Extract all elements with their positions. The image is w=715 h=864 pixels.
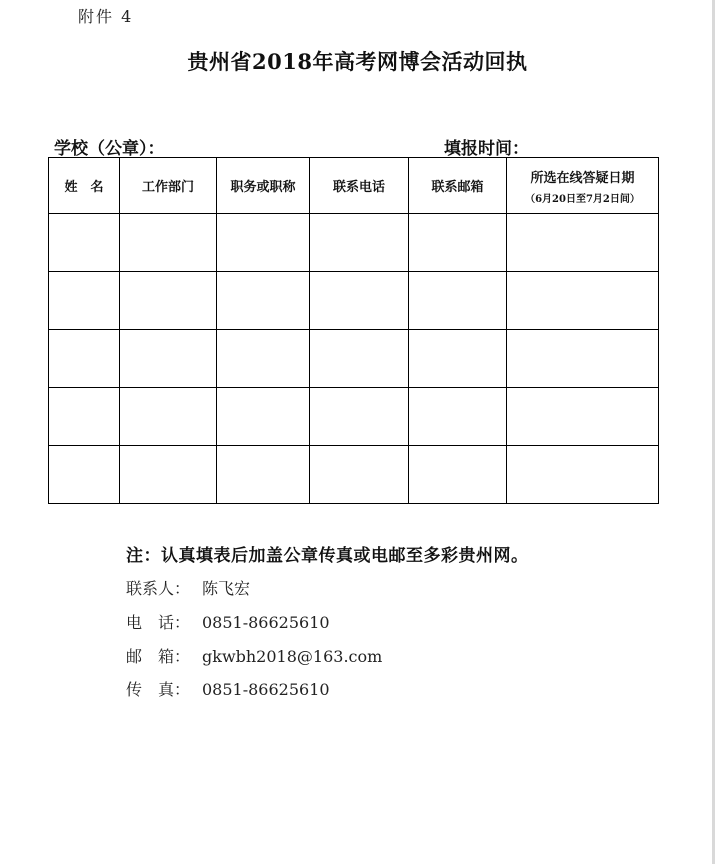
- school-label: 学校（公章）：: [54, 139, 165, 159]
- table-cell[interactable]: [409, 214, 507, 272]
- header-date-label: 所选在线答疑日期: [530, 170, 635, 186]
- submission-note: 注：认真填表后加盖公章传真或电邮至多彩贵州网。: [126, 546, 529, 566]
- document-title: 贵州省2018年高考网博会活动回执: [187, 49, 528, 74]
- table-row: [49, 388, 659, 446]
- table-cell[interactable]: [507, 446, 659, 504]
- contact-email-label: 邮 箱：: [126, 647, 191, 666]
- table-cell[interactable]: [310, 272, 409, 330]
- table-cell[interactable]: [310, 330, 409, 388]
- contact-phone-label: 电 话：: [126, 613, 191, 632]
- table-cell[interactable]: [120, 272, 217, 330]
- table-cell[interactable]: [409, 446, 507, 504]
- contact-phone-value: 0851-86625610: [202, 613, 330, 632]
- contact-person-label: 联系人：: [126, 579, 191, 598]
- table-cell[interactable]: [409, 330, 507, 388]
- table-row: [49, 214, 659, 272]
- contact-email: [126, 644, 382, 667]
- table-cell[interactable]: [49, 330, 120, 388]
- table-cell[interactable]: [507, 388, 659, 446]
- table-cell[interactable]: [120, 446, 217, 504]
- table-cell[interactable]: [310, 388, 409, 446]
- contact-fax: [126, 677, 330, 700]
- table-cell[interactable]: [49, 446, 120, 504]
- table-cell[interactable]: [217, 446, 310, 504]
- table-row: [49, 272, 659, 330]
- header-phone: 联系电话: [310, 158, 409, 214]
- table-cell[interactable]: [507, 214, 659, 272]
- attachment-label: 附件 4: [78, 7, 134, 26]
- table-cell[interactable]: [409, 272, 507, 330]
- contact-email-value[interactable]: gkwbh2018@163.com: [202, 647, 383, 666]
- contact-phone: [126, 610, 330, 633]
- table-cell[interactable]: [507, 330, 659, 388]
- table-cell[interactable]: [49, 214, 120, 272]
- table-cell[interactable]: [409, 388, 507, 446]
- table-cell[interactable]: [217, 214, 310, 272]
- table-cell[interactable]: [310, 214, 409, 272]
- table-row: [49, 330, 659, 388]
- contact-person-value: 陈飞宏: [202, 579, 251, 598]
- table-cell[interactable]: [49, 272, 120, 330]
- registration-table: [48, 157, 659, 504]
- fill-time-label: 填报时间：: [444, 139, 529, 159]
- table-cell[interactable]: [120, 330, 217, 388]
- table-cell[interactable]: [217, 272, 310, 330]
- header-email: 联系邮箱: [409, 158, 507, 214]
- table-cell[interactable]: [310, 446, 409, 504]
- header-date-range: （6月20日至7月2日间）: [525, 193, 640, 205]
- table-cell[interactable]: [217, 330, 310, 388]
- contact-fax-value: 0851-86625610: [202, 680, 330, 699]
- table-row: [49, 446, 659, 504]
- header-date: [507, 158, 659, 214]
- header-title: 职务或职称: [217, 158, 310, 214]
- table-cell[interactable]: [49, 388, 120, 446]
- contact-person: [126, 576, 250, 599]
- table-cell[interactable]: [217, 388, 310, 446]
- header-name: 姓 名: [49, 158, 120, 214]
- header-department: 工作部门: [120, 158, 217, 214]
- table-header-row: [49, 158, 659, 214]
- table-cell[interactable]: [120, 214, 217, 272]
- table-cell[interactable]: [507, 272, 659, 330]
- table-cell[interactable]: [120, 388, 217, 446]
- contact-fax-label: 传 真：: [126, 680, 191, 699]
